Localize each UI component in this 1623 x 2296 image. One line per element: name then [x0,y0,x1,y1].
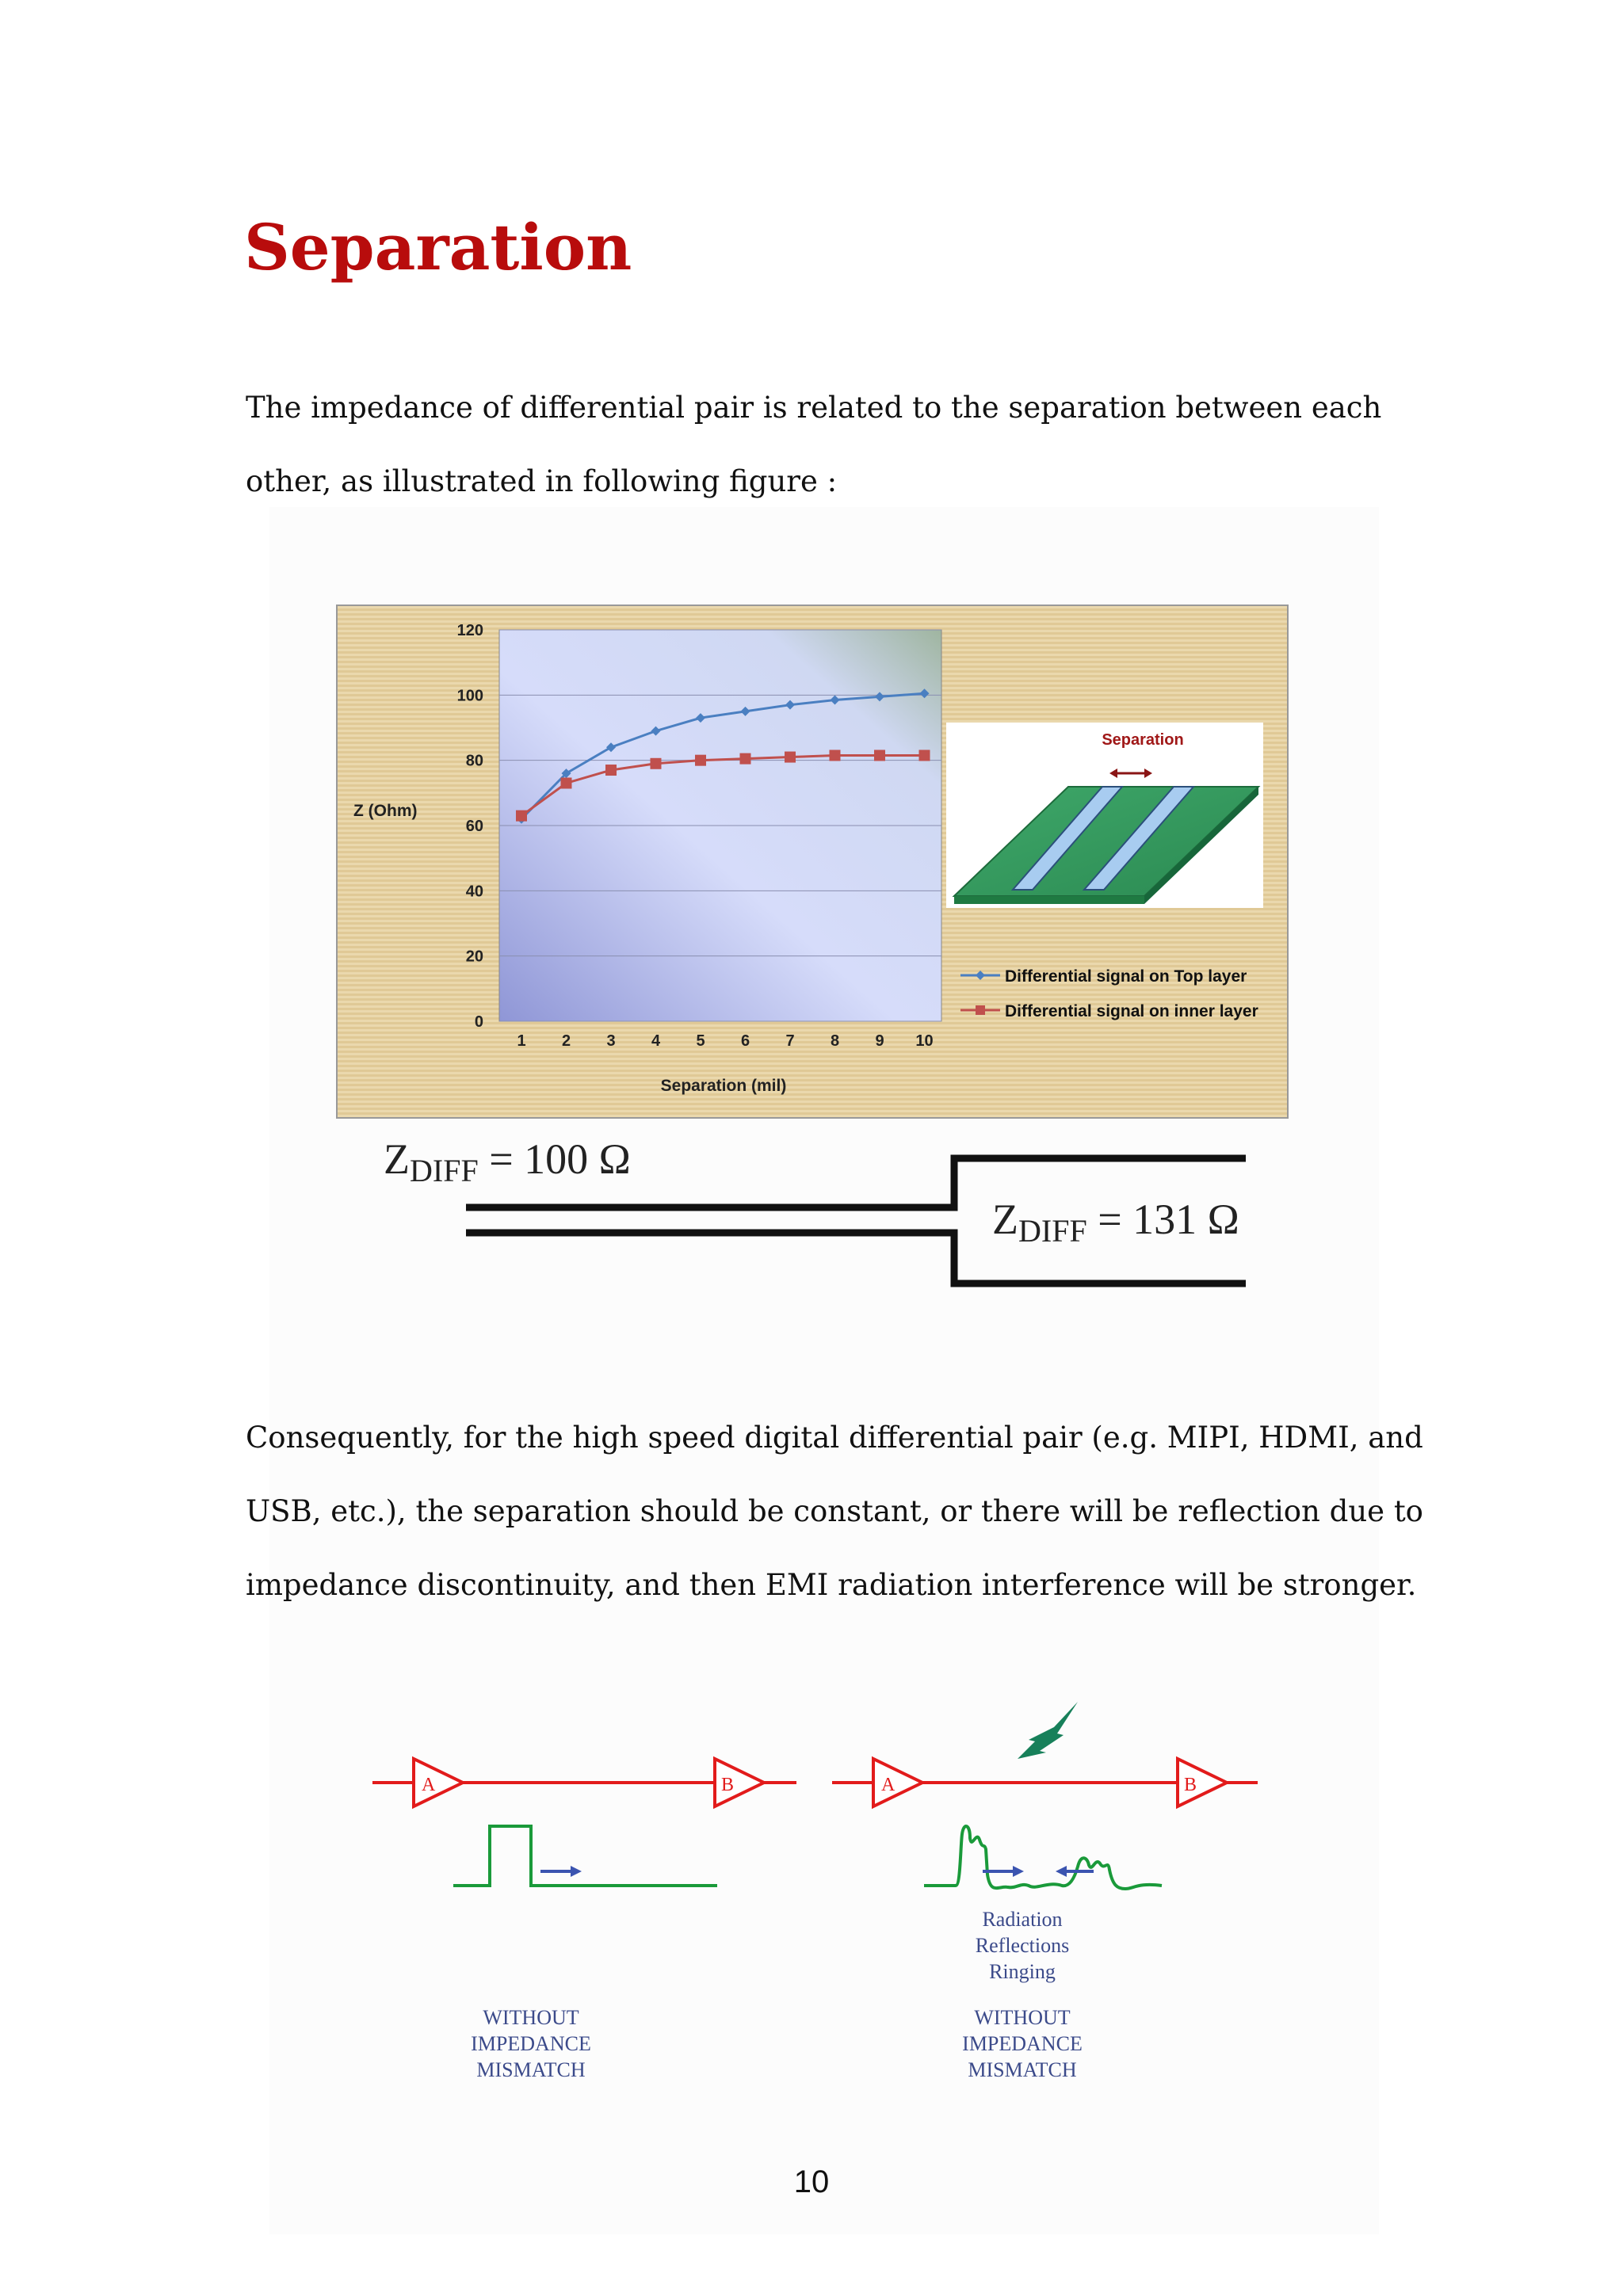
right-ringing-signal [924,1826,1162,1889]
y-tick-label: 0 [474,1013,483,1031]
x-axis-label: Separation (mil) [660,1077,787,1095]
legend-label-top-layer: Differential signal on Top layer [1005,967,1247,986]
x-tick-label: 4 [651,1032,661,1050]
pcb-board-edge [954,896,1144,904]
inset-separation-illustration [946,723,1263,908]
y-tick-label: 100 [456,687,483,705]
radiation-lightning-bolt-icon [1018,1702,1078,1759]
data-point-inner-layer [516,810,527,822]
x-tick-label: 5 [696,1032,705,1050]
right-driver-a-label: A [881,1775,896,1795]
effect-reflections: Reflections [975,1934,1070,1957]
impedance-step-diagram [372,1125,1252,1299]
data-point-inner-layer [785,752,796,763]
y-tick-label: 120 [456,622,483,639]
left-caption-line-3: MISMATCH [476,2058,586,2081]
page-number: 10 [793,2164,830,2199]
x-tick-label: 3 [606,1032,616,1050]
y-tick-label: 60 [465,818,483,835]
zdiff-left-value: = 100 Ω [478,1135,631,1183]
signal-integrity-diagrams [365,1688,1276,2100]
x-tick-label: 10 [915,1032,934,1050]
right-caption [943,2004,1102,2083]
zdiff-right-z: Z [992,1196,1018,1243]
left-receiver-b-label: B [721,1775,735,1795]
x-tick-label: 8 [830,1032,840,1050]
page-title: Separation [244,210,632,284]
left-clean-pulse [453,1826,717,1886]
y-tick-label: 40 [465,883,483,901]
impedance-vs-separation-chart [336,605,1289,1119]
legend-label-inner-layer: Differential signal on inner layer [1005,1002,1258,1020]
zdiff-right-value: = 131 Ω [1086,1196,1239,1243]
left-driver-a-label: A [422,1775,436,1795]
x-tick-label: 7 [785,1032,795,1050]
effect-ringing: Ringing [989,1960,1056,1983]
data-point-inner-layer [919,749,930,761]
left-clean-signal-diagram [372,1759,796,1886]
left-caption-line-1: WITHOUT [483,2006,579,2029]
right-caption-line-1: WITHOUT [974,2006,1071,2029]
intro-paragraph: The impedance of differential pair is related to the separation between each other, as illustrated in following figure : [246,391,1382,498]
right-caption-line-3: MISMATCH [968,2058,1077,2081]
effects-list [951,1906,1094,1985]
x-tick-label: 1 [517,1032,526,1050]
zdiff-right-sub: DIFF [1018,1213,1087,1249]
x-tick-label: 6 [740,1032,750,1050]
effect-radiation: Radiation [982,1908,1063,1931]
zdiff-left-sub: DIFF [410,1153,479,1188]
y-axis-label: Z (Ohm) [353,802,418,820]
data-point-inner-layer [695,755,706,766]
left-propagation-arrow-icon [540,1866,582,1877]
data-point-inner-layer [605,765,617,776]
zdiff-left-z: Z [384,1135,410,1183]
data-point-inner-layer [874,749,885,761]
legend-item-top-layer [960,967,1247,986]
data-point-inner-layer [561,777,572,788]
y-tick-label: 80 [465,752,483,770]
data-point-inner-layer [830,749,841,761]
zdiff-left-label [384,1135,631,1189]
x-tick-label: 2 [561,1032,571,1050]
x-tick-label: 9 [875,1032,884,1050]
left-caption [452,2004,610,2083]
conclusion-paragraph: Consequently, for the high speed digital differential pair (e.g. MIPI, HDMI, and USB, etc.), the separation should be constant, or there will be reflection due to impedance discontinuity, and then EMI radiation interference will be stronger. [246,1421,1423,1602]
y-tick-label: 20 [465,948,483,966]
left-caption-line-2: IMPEDANCE [471,2032,591,2055]
inset-separation-label: Separation [1102,731,1184,749]
zdiff-right-label [992,1195,1239,1249]
right-mismatch-signal-diagram [832,1702,1258,1889]
data-point-inner-layer [740,753,751,765]
chart-legend [960,967,1258,1020]
right-caption-line-2: IMPEDANCE [962,2032,1083,2055]
data-point-inner-layer [651,758,662,769]
chart-canvas [338,606,1287,1117]
legend-item-inner-layer [960,1002,1258,1020]
right-receiver-b-label: B [1184,1775,1197,1795]
